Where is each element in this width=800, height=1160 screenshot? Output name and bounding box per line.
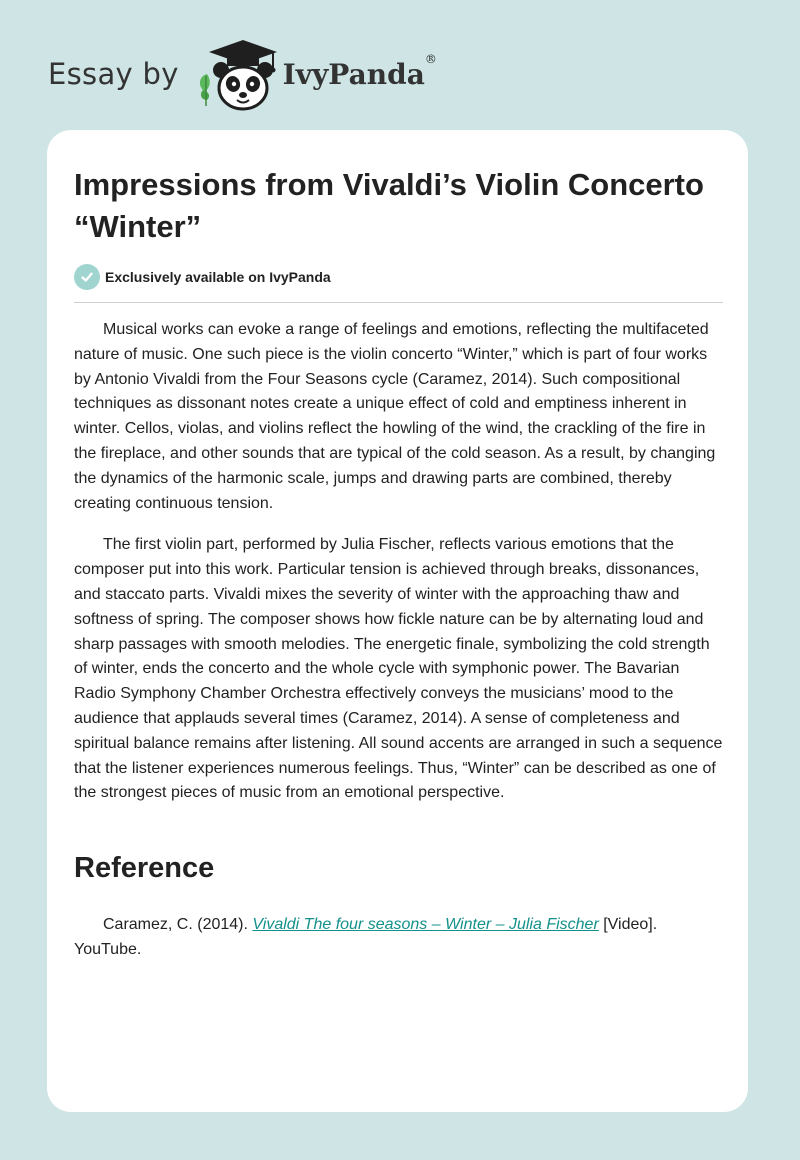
paragraph: The first violin part, performed by Julia Fischer, reflects various emotions that the composer put into this work. Particular tension is achieved through breaks, dissonances, and staccato parts. Vivaldi mixes the severity of winter with the approaching thaw and softness of spring. The composer shows how fickle nature can be by alternating loud and sharp passages with smooth melodies. The energetic finale, symbolizing the cold strength of winter, ends the concerto and the whole cycle with symphonic power. The Bavarian Radio Symphony Chamber Orchestra effectively conveys the musicians’ mood to the audience that applauds several times (Caramez, 2014). A sense of completeness and spiritual balance remains after listening. All sound accents are arranged in such a sequence that the listener experiences numerous feelings. Thus, “Winter” can be described as one of the strongest pieces of music from an emotional perspective. xyxy=(74,536,723,802)
exclusive-badge xyxy=(74,264,331,290)
essay-title: Impressions from Vivaldi’s Violin Concerto “Winter” xyxy=(74,167,704,244)
essay-body xyxy=(74,318,724,823)
brand-header xyxy=(48,34,437,114)
badge-text: Exclusively available on IvyPanda xyxy=(105,269,331,285)
reference-entry xyxy=(74,913,724,963)
check-icon xyxy=(74,264,100,290)
divider xyxy=(74,302,723,303)
brand-name: IvyPanda® xyxy=(282,51,437,91)
brand-prefix: Essay by xyxy=(48,57,179,91)
panda-logo-icon[interactable] xyxy=(191,34,283,114)
essay-card xyxy=(47,130,748,1112)
paragraph: Musical works can evoke a range of feelings and emotions, reflecting the multifaceted nature of music. One such piece is the violin concerto “Winter,” which is part of four works by Antonio Vivaldi from the Four Seasons cycle (Caramez, 2014). Such compositional techniques as dissonant notes create a unique effect of cold and emptiness inherent in winter. Cellos, violas, and violins reflect the howling of the wind, the crackling of the fire in the fireplace, and other sounds that are typical of the cold season. As a result, by changing the dynamics of the harmonic scale, jumps and drawing parts are combined, thereby creating continuous tension. xyxy=(74,321,716,512)
reference-author: Caramez, C. (2014). xyxy=(103,916,253,933)
registered-mark: ® xyxy=(424,51,437,66)
reference-heading: Reference xyxy=(74,852,215,884)
reference-link[interactable]: Vivaldi The four seasons – Winter – Julia Fischer xyxy=(252,916,599,933)
reference-source: [Video]. YouTube. xyxy=(74,916,658,958)
